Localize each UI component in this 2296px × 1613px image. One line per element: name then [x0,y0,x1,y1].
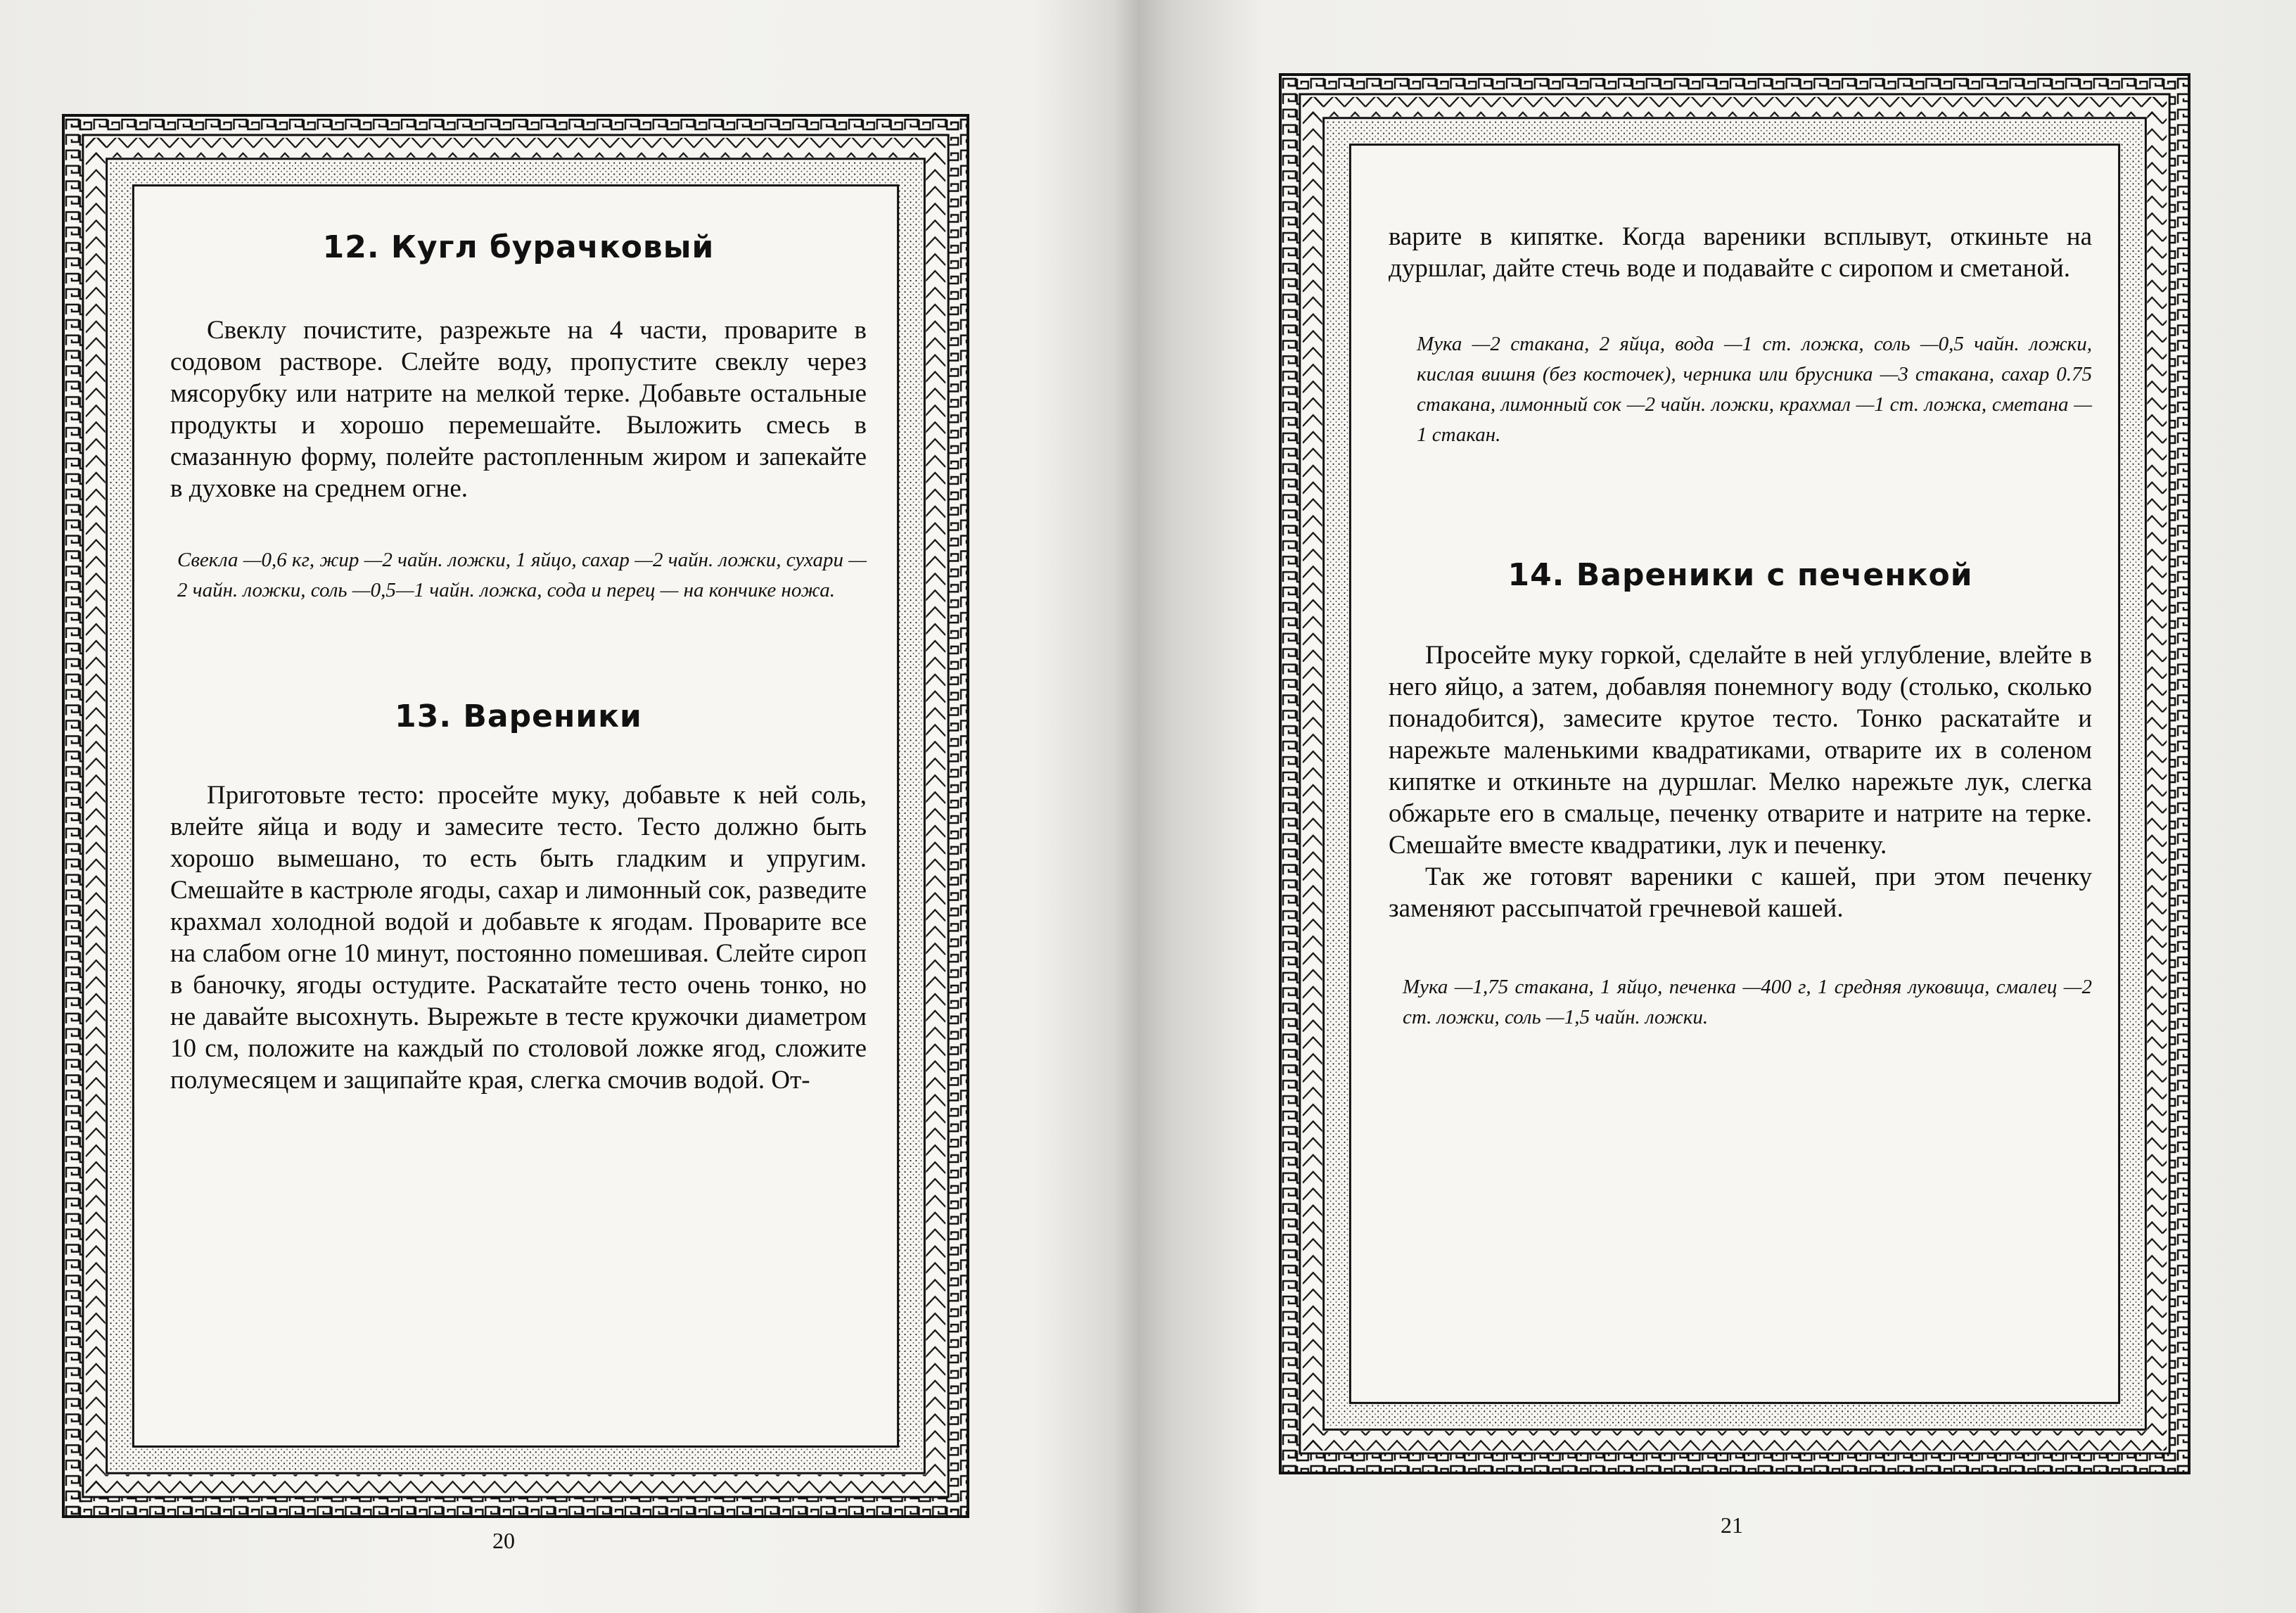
left-page [0,0,1125,1613]
recipe-12-ingredients: Свекла —0,6 кг, жир —2 чайн. ложки, 1 яйцо, сахар —2 чайн. ложки, сухари —2 чайн. ложки, соль —0,5—1 чайн. ложка, сода и перец — на кончике ножа. [177,549,867,601]
recipe-13-body: Приготовьте тесто: просейте муку, добавьте к ней соль, влейте яйца и воду и замесите тесто. Тесто должно быть хорошо вымешано, то есть быть гладким и упругим. Смешайте в кастрюле ягоды, сахар и лимонный сок, разведите крахмал холодной водой и добавьте к ягодам. Проварите все на слабом огне 10 минут, постоянно помешивая. Слейте сироп в баночку, ягоды остудите. Раскатайте тесто очень тонко, но не давайте высохнуть. Вырежьте в тесте кружочки диаметром 10 см, положите на каждый по столовой ложке ягод, сложите полумесяцем и защипайте края, слегка смочив водой. От- [170,781,867,1095]
page-number: 20 [492,1528,515,1553]
recipe-14-body-paragraph-2: Так же готовят вареники с кашей, при этом печенку заменяют рассыпчатой гречневой кашей. [1389,862,2092,923]
recipe-13-ingredients: Мука —2 стакана, 2 яйца, вода —1 ст. ложка, соль —0,5 чайн. ложки, кислая вишня (без косточек), черника или брусника —3 стакана, сахар 0.75 стакана, лимонный сок —2 чайн. ложки, крахмал —1 ст. ложка, сметана —1 стакан. [1417,333,2092,446]
recipe-13-continuation-body: варите в кипятке. Когда вареники всплывут, откиньте на дуршлаг, дайте стечь воде и подавайте с сиропом и сметаной. [1389,222,2092,283]
recipe-12-body: Свеклу почистите, разрежьте на 4 части, проварите в содовом растворе. Слейте воду, пропустите свеклу через мясорубку или натрите на мелкой терке. Добавьте остальные продукты и хорошо перемешайте. Выложить смесь в смазанную форму, полейте растопленным жиром и запекайте в духовке на среднем огне. [170,316,867,503]
recipe-14-ingredients: Мука —1,75 стакана, 1 яйцо, печенка —400 г, 1 средняя луковица, смалец —2 ст. ложки, соль —1,5 чайн. ложки. [1403,976,2092,1028]
ornamental-frame [62,114,969,1518]
page-number: 21 [1721,1512,1743,1538]
recipe-13-title: 13. Вареники [395,699,642,734]
recipe-14-title: 14. Вареники с печенкой [1507,557,1973,593]
right-page-content [1389,221,2092,1033]
right-page [1154,0,2296,1613]
recipe-14-body-paragraph-1: Просейте муку горкой, сделайте в ней углубление, влейте в него яйцо, а затем, добавляя понемногу воду (столько, сколько понадобится), замесите крутое тесто. Тонко раскатайте и нарежьте маленькими квадратиками, отварите их в соленом кипятке и откиньте на дуршлаг. Мелко нарежьте лук, слегка обжарьте его в смальце, печенку отварите и натрите на терке. Смешайте вместе квадратики, лук и печенку. [1389,641,2092,860]
ornamental-frame [1279,73,2190,1474]
recipe-12-title: 12. Кугл бурачковый [322,229,715,265]
left-page-content [170,229,867,1096]
